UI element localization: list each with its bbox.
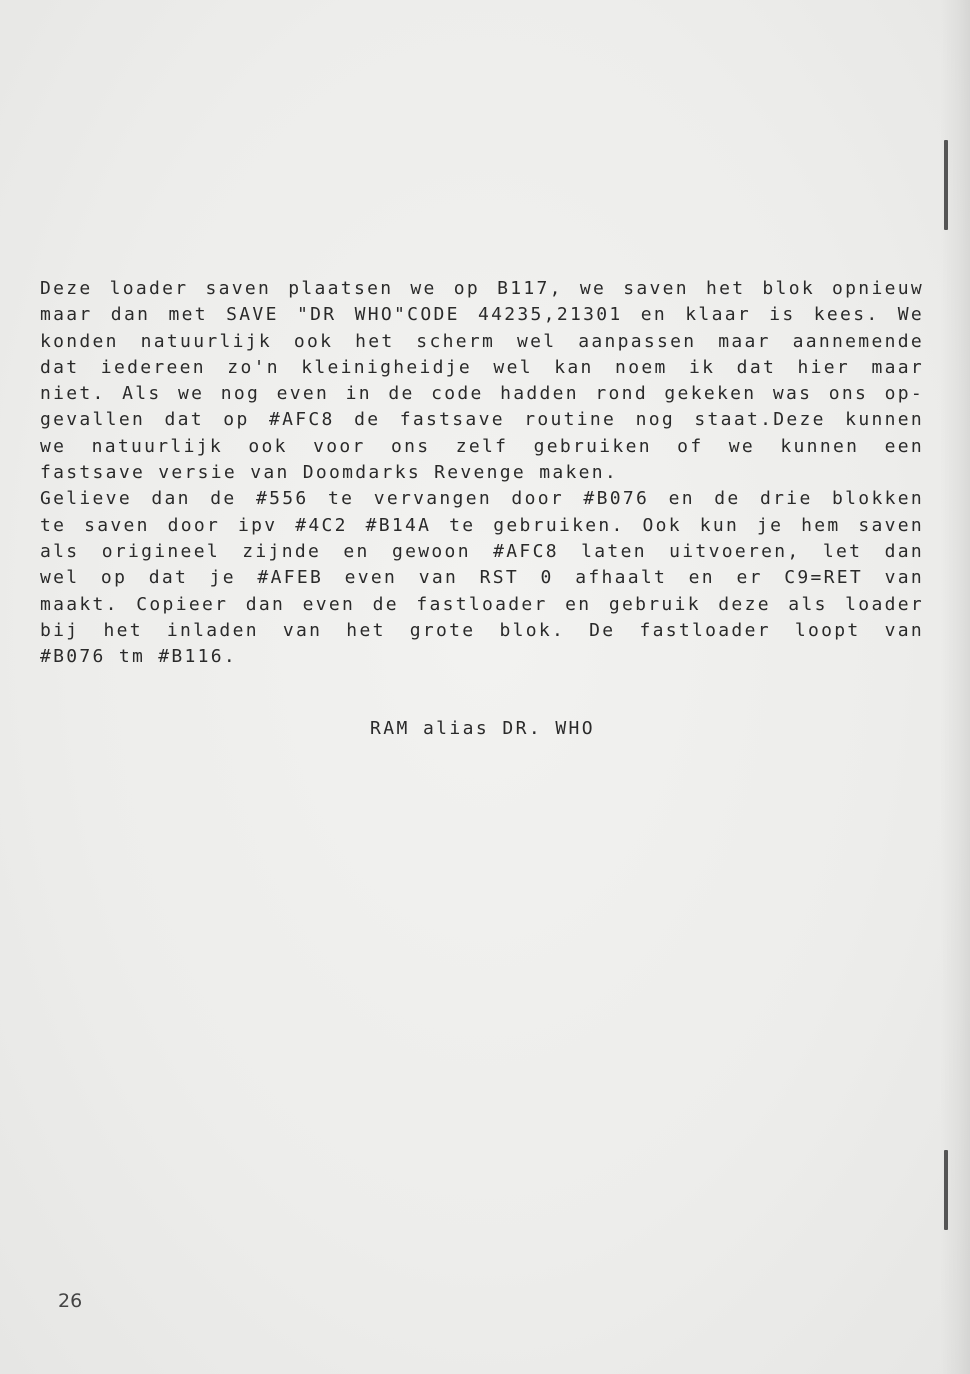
text-line: niet. Als we nog even in de code hadden rond gekeken was ons op- [40,383,924,405]
text-line: als origineel zijnde en gewoon #AFC8 laten uitvoeren, let dan [40,540,924,562]
text-line: dat iedereen zo'n kleinigheidje wel kan noem ik dat hier maar [40,356,924,378]
text-line: #B076 tm #B116. [40,646,238,668]
text-line: Gelieve dan de #556 te vervangen door #B076 en de drie blokken [40,488,924,510]
page-number: 26 [58,1290,83,1312]
text-line: maar dan met SAVE "DR WHO"CODE 44235,21301 en klaar is kees. We [40,304,924,326]
author-signature: RAM alias DR. WHO [370,718,596,739]
text-line: bij het inladen van het grote blok. De fastloader loopt van [40,619,924,641]
text-line: fastsave versie van Doomdarks Revenge maken. [40,462,619,484]
text-line: Deze loader saven plaatsen we op B117, we saven het blok opnieuw [40,278,924,299]
article-body [40,276,924,670]
text-line: te saven door ipv #4C2 #B14A te gebruiken. Ook kun je hem saven [40,514,924,536]
text-line: maakt. Copieer dan even de fastloader en gebruik deze als loader [40,593,924,615]
staple-mark-top [944,140,948,230]
text-line: wel op dat je #AFEB even van RST 0 afhaalt en er C9=RET van [40,567,924,589]
text-line: gevallen dat op #AFC8 de fastsave routine nog staat.Deze kunnen [40,409,924,431]
text-line: konden natuurlijk ook het scherm wel aanpassen maar aannemende [40,330,924,352]
text-line: we natuurlijk ook voor ons zelf gebruiken of we kunnen een [40,435,924,457]
staple-mark-bottom [944,1150,948,1230]
